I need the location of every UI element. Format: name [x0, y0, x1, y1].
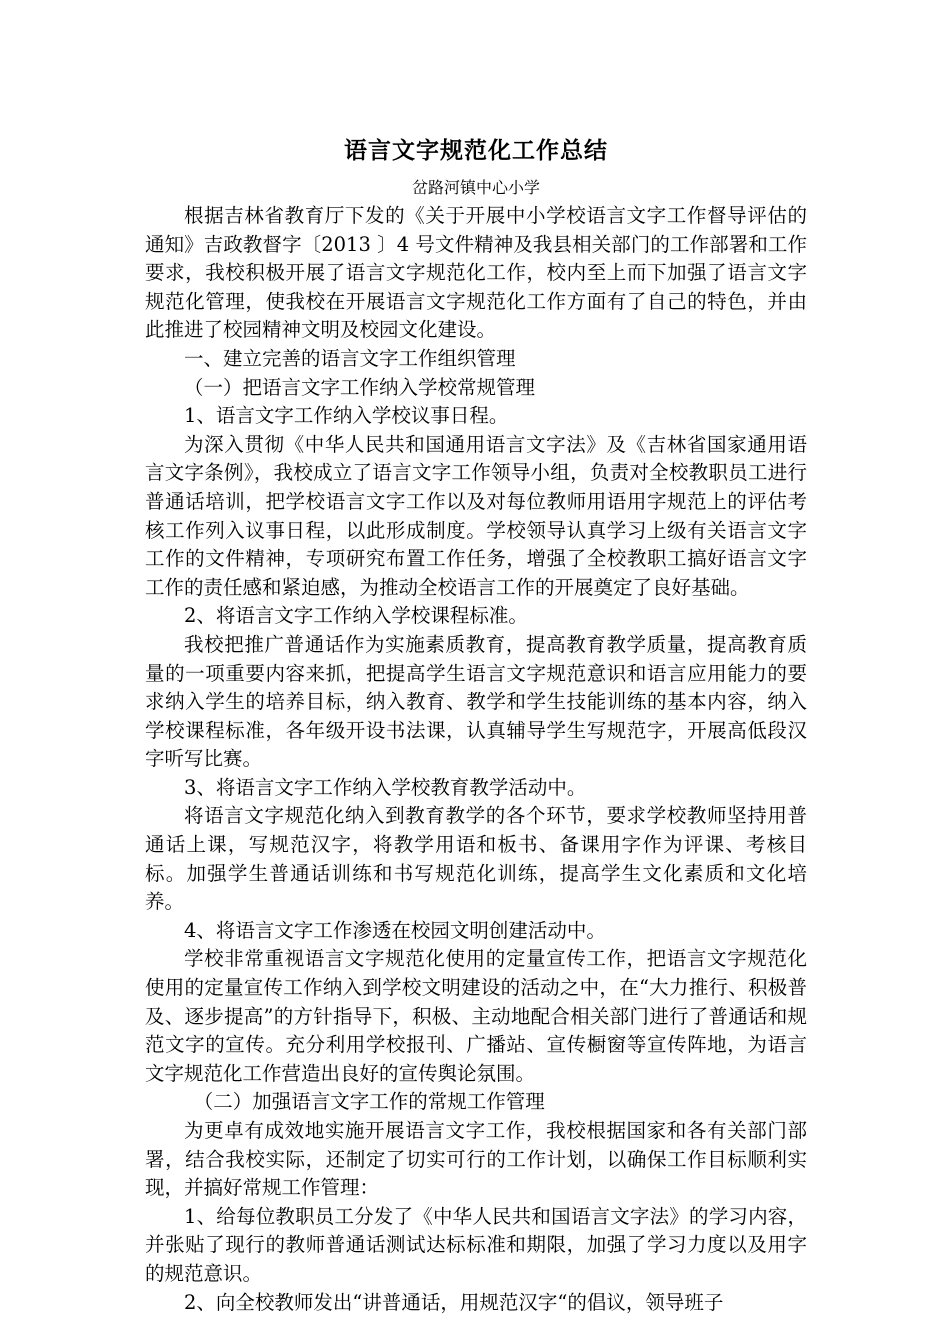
paragraph-item-2: 我校把推广普通话作为实施素质教育，提高教育教学质量，提高教育质量的一项重要内容来抓，把提高学生语言文字规范意识和语言应用能力的要求纳入学生的培养目标，纳入教育、教学和学生技能训练的基本内容，纳入学校课程标准，各年级开设书法课，认真辅导学生写规范字，开展高低段汉字听写比赛。: [145, 632, 807, 771]
section-heading-1: 一、建立完善的语言文字工作组织管理: [184, 346, 516, 370]
item-heading-3: 3、将语言文字工作纳入学校教育教学活动中。: [184, 775, 587, 799]
document-page: [145, 132, 807, 1317]
paragraph-routine-1: 1、给每位教职员工分发了《中华人民共和国语言文字法》的学习内容，并张贴了现行的教师普通话测试达标标准和期限，加强了学习力度以及用字的规范意识。: [145, 1204, 807, 1285]
paragraph-intro: 根据吉林省教育厅下发的《关于开展中小学校语言文字工作督导评估的通知》吉政教督字〔2013 〕4 号文件精神及我县相关部门的工作部署和工作要求，我校积极开展了语言文字规范化工作，校内至上而下加强了语言文字规范化管理，使我校在开展语言文字规范化工作方面有了自己的特色，并由此推进了校园精神文明及校园文化建设。: [145, 204, 807, 342]
document-title: 语言文字规范化工作总结: [344, 138, 608, 164]
paragraph-item-4: 学校非常重视语言文字规范化使用的定量宣传工作，把语言文字规范化使用的定量宣传工作纳入到学校文明建设的活动之中，在“大力推行、积极普及、逐步提高”的方针指导下，积极、主动地配合相关部门进行了普通话和规范文字的宣传。充分利用学校报刊、广播站、宣传橱窗等宣传阵地，为语言文字规范化工作营造出良好的宣传舆论氛围。: [145, 947, 807, 1085]
paragraph-routine-intro: 为更卓有成效地实施开展语言文字工作，我校根据国家和各有关部门部署，结合我校实际，还制定了切实可行的工作计划，以确保工作目标顺利实现，并搞好常规工作管理：: [145, 1119, 807, 1200]
item-heading-4: 4、将语言文字工作渗透在校园文明创建活动中。: [184, 918, 606, 942]
paragraph-routine-2: 2、向全校教师发出“讲普通话，用规范汉字“的倡议，领导班子: [184, 1290, 724, 1314]
paragraph-item-1: 为深入贯彻《中华人民共和国通用语言文字法》及《吉林省国家通用语言文字条例》，我校成立了语言文字工作领导小组，负责对全校教职员工进行普通话培训，把学校语言文字工作以及对每位教师用语用字规范上的评估考核工作列入议事日程，以此形成制度。学校领导认真学习上级有关语言文字工作的文件精神，专项研究布置工作任务，增强了全校教职工搞好语言文字工作的责任感和紧迫感，为推动全校语言工作的开展奠定了良好基础。: [145, 432, 807, 599]
subsection-heading-2: （二）加强语言文字工作的常规工作管理: [193, 1090, 545, 1114]
subsection-heading-1: （一）把语言文字工作纳入学校常规管理: [184, 375, 536, 399]
item-heading-1: 1、语言文字工作纳入学校议事日程。: [184, 404, 509, 428]
document-subtitle: 岔路河镇中心小学: [411, 178, 540, 197]
paragraph-item-3: 将语言文字规范化纳入到教育教学的各个环节，要求学校教师坚持用普通话上课，写规范汉字，将教学用语和板书、备课用字作为评课、考核目标。加强学生普通话训练和书写规范化训练，提高学生文化素质和文化培养。: [145, 804, 807, 914]
item-heading-2: 2、将语言文字工作纳入学校课程标准。: [184, 604, 528, 628]
